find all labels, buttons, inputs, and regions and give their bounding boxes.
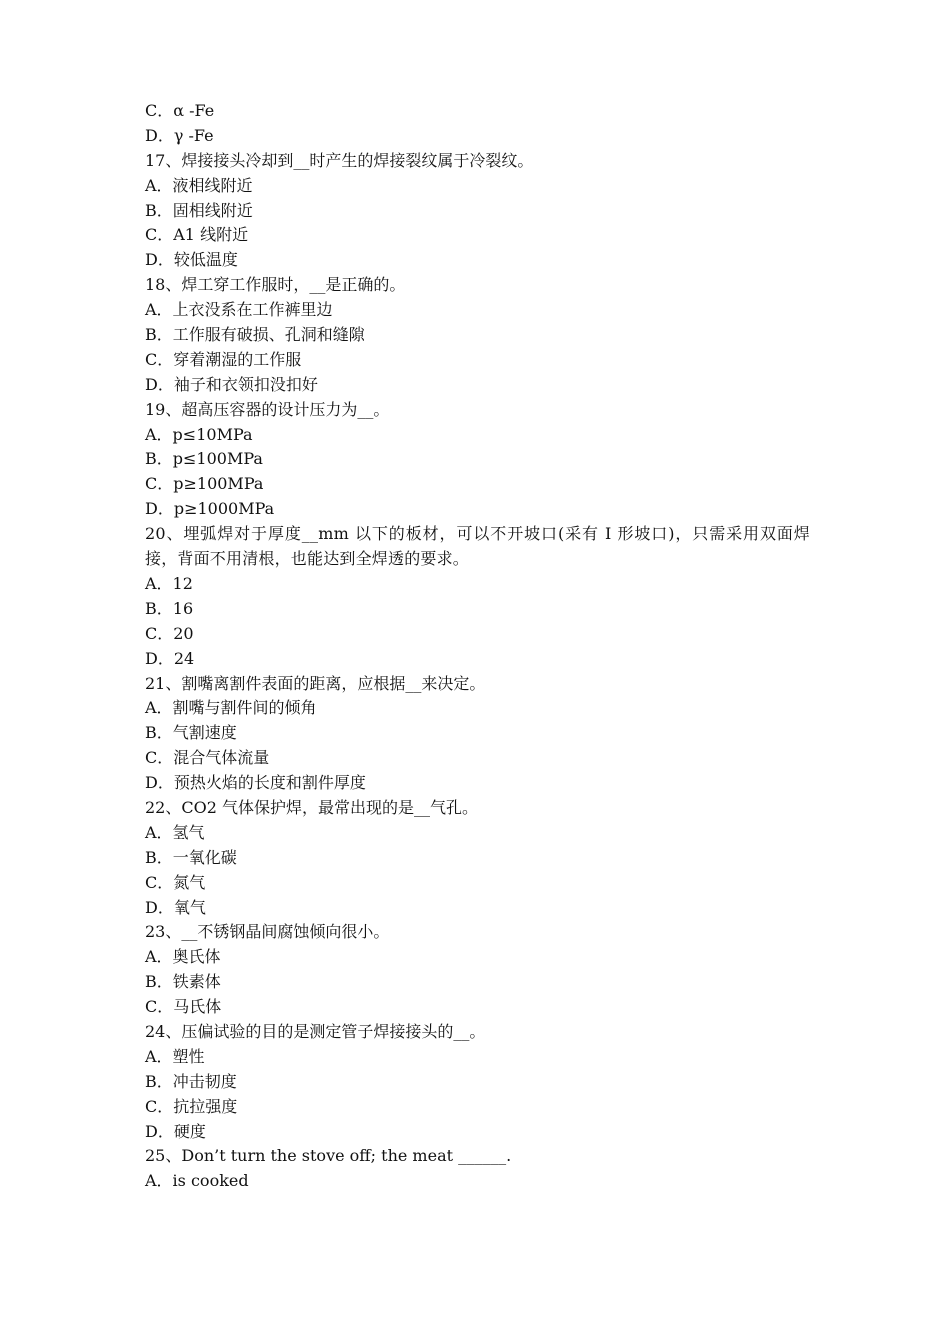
option-b: B．工作服有破损、孔洞和缝隙 [145,325,365,345]
option-d: D．袖子和衣领扣没扣好 [145,374,318,394]
option-d: D．氧气 [145,897,206,917]
option-d: D．预热火焰的长度和割件厚度 [145,773,366,793]
question-24: 24、压偏试验的目的是测定管子焊接接头的__。 [145,1021,486,1041]
option-c: C．A1 线附近 [145,225,249,245]
question-17: 17、焊接接头冷却到__时产生的焊接裂纹属于冷裂纹。 [145,150,534,170]
question-20: 20、埋弧焊对于厚度__mm 以下的板材，可以不开坡口(采有 I 形坡口)，只需采用双面焊接，背面不用清根，也能达到全焊透的要求。 [145,524,810,569]
option-b: B．p≤100MPa [145,449,263,469]
option-a: A．塑性 [145,1046,205,1066]
option-d: D．硬度 [145,1121,206,1141]
question-18: 18、焊工穿工作服时，__是正确的。 [145,275,406,295]
option-c: C．混合气体流量 [145,748,270,768]
question-23: 23、__不锈钢晶间腐蚀倾向很小。 [145,922,390,942]
option-a: A．is cooked [145,1171,249,1191]
option-a: A．氢气 [145,822,205,842]
option-d: D．p≥1000MPa [145,499,275,519]
option-d: D．γ -Fe [145,125,214,145]
option-a: A．上衣没系在工作裤里边 [145,300,333,320]
option-d: D．较低温度 [145,250,238,270]
option-b: B．铁素体 [145,972,221,992]
question-21: 21、割嘴离割件表面的距离，应根据__来决定。 [145,673,486,693]
document-page [145,99,810,1194]
option-c: C．马氏体 [145,997,222,1017]
question-25: 25、Don’t turn the stove off; the meat ______. [145,1146,512,1166]
option-c: C．抗拉强度 [145,1096,238,1116]
option-c: C．20 [145,623,194,643]
option-b: B．气割速度 [145,723,237,743]
option-c: C．氮气 [145,872,206,892]
option-b: B．固相线附近 [145,200,253,220]
option-b: B．一氧化碳 [145,847,237,867]
option-a: A．12 [145,573,193,593]
option-b: B．冲击韧度 [145,1071,237,1091]
option-c: C．α -Fe [145,101,215,120]
option-c: C．p≥100MPa [145,474,264,494]
option-a: A．p≤10MPa [145,424,253,444]
option-b: B．16 [145,598,194,618]
question-19: 19、超高压容器的设计压力为__。 [145,399,390,419]
option-a: A．奥氏体 [145,947,221,967]
option-a: A．液相线附近 [145,175,253,195]
option-d: D．24 [145,648,195,668]
question-22: 22、CO2 气体保护焊，最常出现的是__气孔。 [145,797,478,817]
option-c: C．穿着潮湿的工作服 [145,349,302,369]
option-a: A．割嘴与割件间的倾角 [145,698,317,718]
